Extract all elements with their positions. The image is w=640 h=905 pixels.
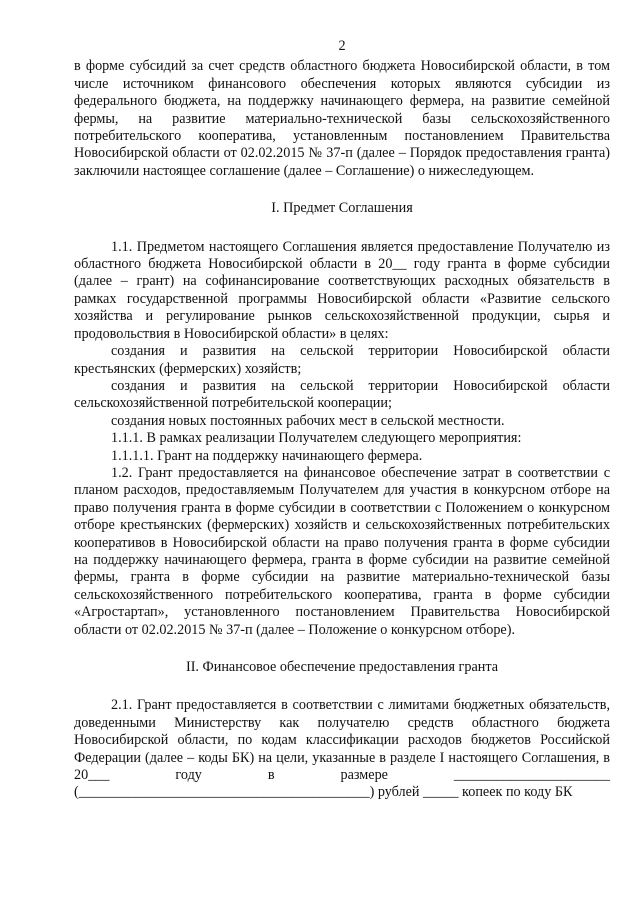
clause-2-1: 2.1. Грант предоставляется в соответствии с лимитами бюджетных обязательств, доведенными Министерству как получателю средств областного бюджета Новосибирской области, по кодам классификации расходов бюджетов Российской Федерации (далее – коды БК) на цели, указанные в разделе I настоящего Соглашения, в 20___ году в размере ______________________ (_________________________________________) рублей _____ копеек по коду БК xyxy=(74,697,610,801)
page-number: 2 xyxy=(338,38,346,54)
goal-1: создания и развития на сельской территории Новосибирской области крестьянских (фермерских) хозяйств; xyxy=(74,343,610,377)
goal-2: создания и развития на сельской территории Новосибирской области сельскохозяйственной потребительской кооперации; xyxy=(74,377,610,412)
goal-3: создания новых постоянных рабочих мест в сельской местности. xyxy=(111,412,505,429)
document-page xyxy=(74,38,610,802)
clause-1-1-1-1: 1.1.1.1. Грант на поддержку начинающего фермера. xyxy=(111,447,423,464)
clause-1-2: 1.2. Грант предоставляется на финансовое обеспечение затрат в соответствии с планом расходов, предоставляемым Получателем для участия в конкурсном отборе на право получения гранта в форме субсидии в соответствии с Положением о конкурсном отборе крестьянских (фермерских) хозяйств и сельскохозяйственных потребительских кооперативов в Новосибирской области на право получения гранта в форме субсидии на поддержку начинающего фермера, гранта в форме субсидии на развитие семейной фермы, гранта в форме субсидии на развитие материально-технической базы сельскохозяйственного потребительского кооператива, гранта в форме субсидии «Агростартап», установленного постановлением Правительства Новосибирской области от 02.02.2015 № 37-п (далее – Положение о конкурсном отборе). xyxy=(74,464,610,638)
section-1-heading: I. Предмет Соглашения xyxy=(271,200,413,217)
intro-paragraph: в форме субсидий за счет средств областного бюджета Новосибирской области, в том числе источником финансового обеспечения которых являются субсидии из федерального бюджета, на поддержку начинающего фермера, на развитие семейной фермы, на развитие материально-технической базы сельскохозяйственного потребительского кооператива, установленным постановлением Правительства Новосибирской области от 02.02.2015 № 37-п (далее – Порядок предоставления гранта) заключили настоящее соглашение (далее – Соглашение) о нижеследующем. xyxy=(74,58,610,179)
clause-1-1-1: 1.1.1. В рамках реализации Получателем следующего мероприятия: xyxy=(111,430,522,447)
clause-1-1: 1.1. Предметом настоящего Соглашения является предоставление Получателю из областного бюджета Новосибирской области в 20__ году гранта в форме субсидии (далее – грант) на софинансирование соответствующих расходных обязательств в рамках государственной программы Новосибирской области «Развитие сельского хозяйства и регулирование рынков сельскохозяйственной продукции, сырья и продовольствия в Новосибирской области» в целях: xyxy=(74,238,610,342)
section-2-heading: II. Финансовое обеспечение предоставления гранта xyxy=(185,659,499,675)
